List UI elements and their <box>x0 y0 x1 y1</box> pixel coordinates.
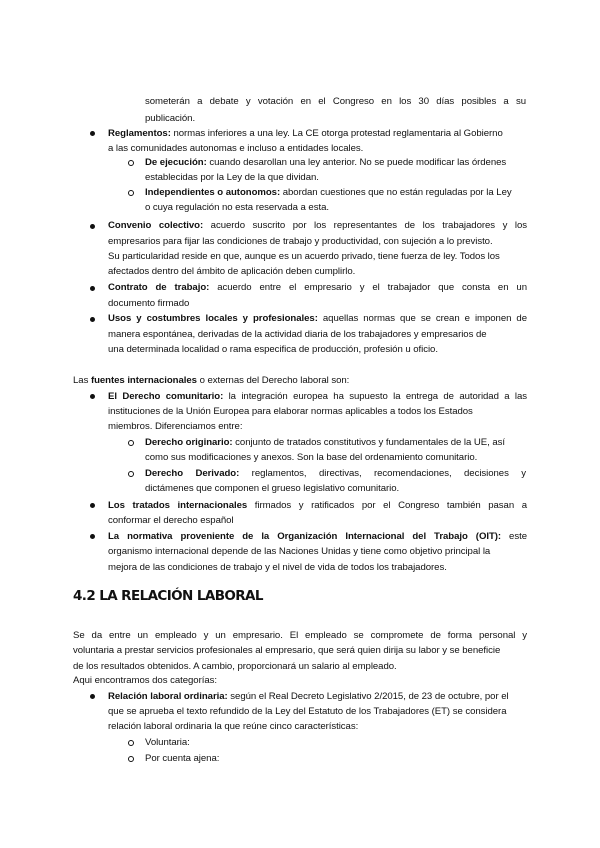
circle-bullet-icon <box>128 440 134 446</box>
ordinaria-line-2: que se aprueba el texto refundido de la Ley del Estatuto de los Trabajadores (ET) se considera <box>108 706 507 717</box>
usos-line-2: manera espontánea, derivadas de la actividad diaria de los trabajadores y empresarios de <box>108 329 487 340</box>
independientes-line-2: o cuya regulación no esta reservada a esta. <box>145 202 329 213</box>
originario-line-1: Derecho originario: conjunto de tratados constitutivos y fundamentales de la UE, así <box>145 437 506 448</box>
derivado-line-2: dictámenes que componen el grueso legislativo comunitario. <box>145 483 400 494</box>
oit-line-1: La normativa proveniente de la Organización Internacional del Trabajo (OIT): este <box>108 531 527 542</box>
section-heading: 4.2 LA RELACIÓN LABORAL <box>73 588 263 604</box>
circle-bullet-icon <box>128 756 134 762</box>
tratados-line-1: Los tratados internacionales firmados y ratificados por el Congreso también pasan a <box>108 500 528 511</box>
independientes-line-1: Independientes o autonomos: abordan cuestiones que no están reguladas por la Ley <box>145 187 512 198</box>
convenio-line-1: Convenio colectivo: acuerdo suscrito por los representantes de los trabajadores y los <box>108 220 527 231</box>
bullet-icon <box>90 131 95 136</box>
bullet-icon <box>90 317 95 322</box>
reglamentos-line-1: Reglamentos: normas inferiores a una ley. La CE otorga protestad reglamentaria al Gobierno <box>108 128 503 139</box>
derivado-line-1: Derecho Derivado: reglamentos, directivas, recomendaciones, decisiones y <box>145 468 526 479</box>
circle-bullet-icon <box>128 471 134 477</box>
originario-line-2: como sus modificaciones y anexos. Son la base del ordenamiento comunitario. <box>145 452 478 463</box>
bullet-icon <box>90 503 95 508</box>
bullet-icon <box>90 694 95 699</box>
comunitario-line-2: instituciones de la Unión Europea para elaborar normas aplicables a todos los Estados <box>108 406 473 417</box>
oit-line-3: mejora de las condiciones de trabajo y el nivel de vida de todos los trabajadores. <box>108 562 447 573</box>
circle-bullet-icon <box>128 190 134 196</box>
relacion-paragraph-line-3: de los resultados obtenidos. A cambio, proporcionará un salario al empleado. <box>73 661 397 672</box>
tratados-line-2: conformar el derecho español <box>108 515 234 526</box>
relacion-paragraph-line-4: Aqui encontramos dos categorías: <box>73 675 217 686</box>
bullet-icon <box>90 286 95 291</box>
comunitario-line-3: miembros. Diferenciamos entre: <box>108 421 243 432</box>
characteristic-voluntaria: Voluntaria: <box>145 737 190 748</box>
ordinaria-line-3: relación laboral ordinaria la que reúne cinco características: <box>108 721 359 732</box>
relacion-paragraph-line-2: voluntaria a prestar servicios profesionales al empresario, que será quien dirija su labor y se beneficie <box>73 645 501 656</box>
intro-line-1: someterán a debate y votación en el Congreso en los 30 días posibles a su <box>145 96 526 107</box>
bullet-icon <box>90 394 95 399</box>
circle-bullet-icon <box>128 160 134 166</box>
relacion-paragraph-line-1: Se da entre un empleado y un empresario. El empleado se compromete de forma personal y <box>73 630 527 641</box>
reglamentos-line-2: a las comunidades autonomas e incluso a entidades locales. <box>108 143 364 154</box>
convenio-line-4: afectados dentro del ámbito de aplicación deben cumplirlo. <box>108 266 356 277</box>
bullet-icon <box>90 224 95 229</box>
comunitario-line-1: El Derecho comunitario: la integración europea ha supuesto la entrega de autoridad a las <box>108 391 528 402</box>
contrato-line-2: documento firmado <box>108 298 190 309</box>
ejecucion-line-2: establecidas por la Ley de la que dividan. <box>145 172 319 183</box>
bullet-icon <box>90 534 95 539</box>
oit-line-2: organismo internacional depende de las Naciones Unidas y tiene como objetivo principal la <box>108 546 491 557</box>
circle-bullet-icon <box>128 740 134 746</box>
convenio-line-2: empresarios para fijar las condiciones de trabajo y productividad, con sujeción a lo previsto. <box>108 236 493 247</box>
contrato-line-1: Contrato de trabajo: acuerdo entre el empresario y el trabajador que consta en un <box>108 282 527 293</box>
ejecucion-line-1: De ejecución: cuando desarollan una ley anterior. No se puede modificar las órdenes <box>145 157 507 168</box>
intro-line-2: publicación. <box>145 113 196 124</box>
internacionales-intro: Las fuentes internacionales o externas del Derecho laboral son: <box>73 375 350 386</box>
characteristic-cuenta-ajena: Por cuenta ajena: <box>145 753 220 764</box>
ordinaria-line-1: Relación laboral ordinaria: según el Real Decreto Legislativo 2/2015, de 23 de octubre, por el <box>108 691 509 702</box>
usos-line-3: una determinada localidad o rama especifica de producción, profesión u oficio. <box>108 344 438 355</box>
usos-line-1: Usos y costumbres locales y profesionales: aquellas normas que se crean e imponen de <box>108 313 527 324</box>
convenio-line-3: Su particularidad reside en que, aunque es un acuerdo privado, tiene fuerza de ley. Todos los <box>108 251 500 262</box>
